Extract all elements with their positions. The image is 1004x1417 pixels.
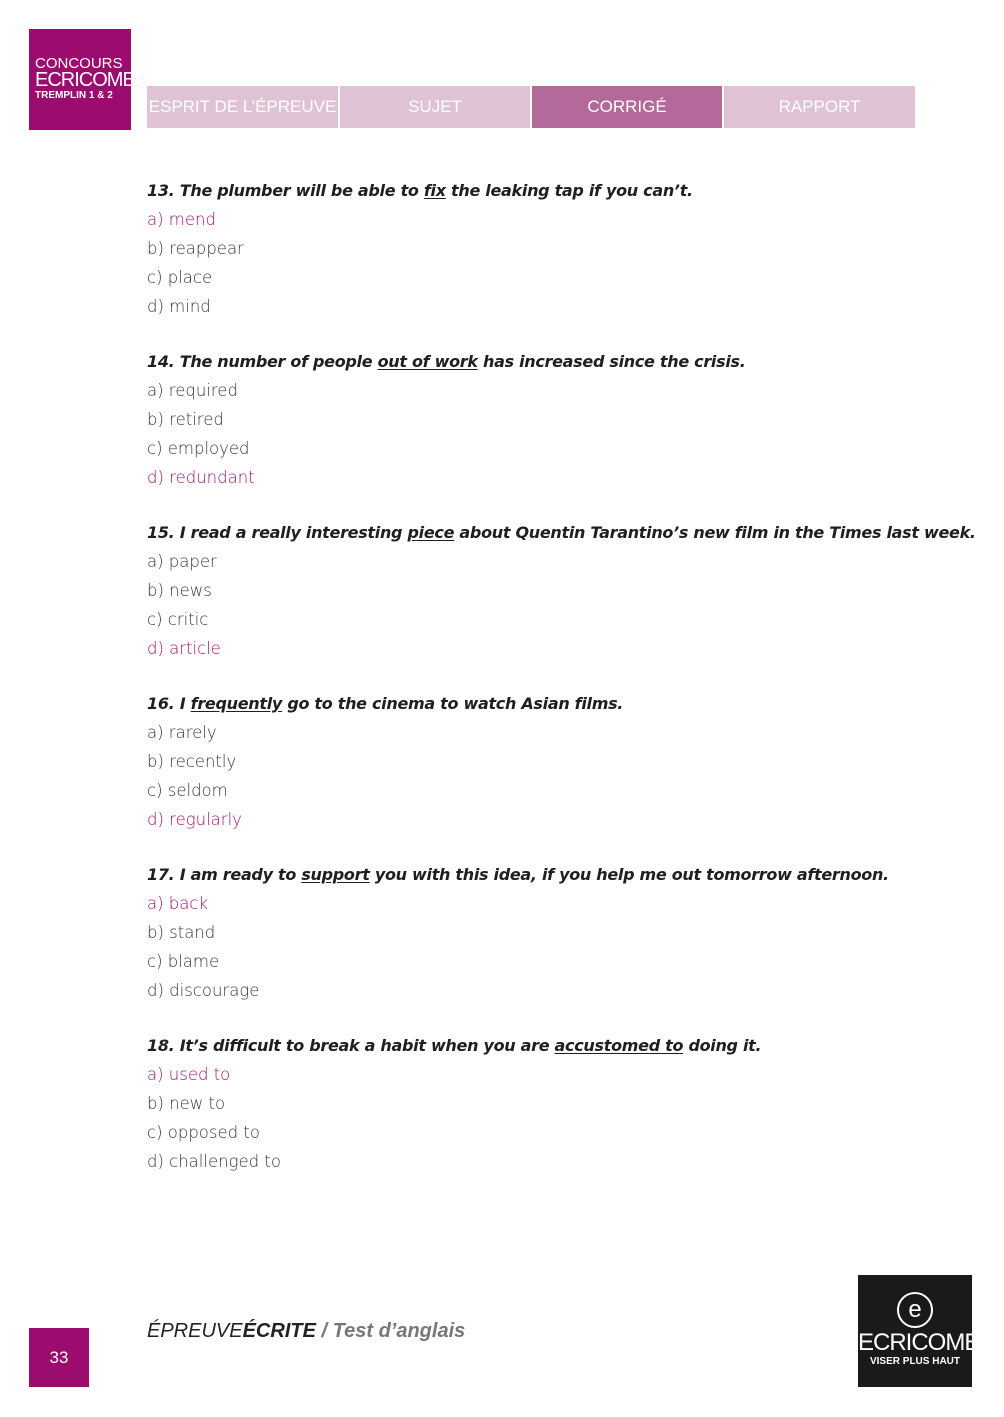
- page-number: 33: [29, 1328, 89, 1387]
- question-after: doing it.: [688, 1036, 762, 1055]
- footer-title: [147, 1320, 465, 1343]
- logo-line-tremplin: TREMPLIN 1 & 2: [35, 90, 113, 101]
- question-after: the leaking tap if you can’t.: [451, 181, 693, 200]
- question-before: I: [179, 694, 186, 713]
- question-before: The number of people: [179, 352, 373, 371]
- footer-subject: Test d’anglais: [332, 1320, 466, 1342]
- answer-option: b) recently: [147, 752, 237, 771]
- ecricome-brand-logo: [858, 1275, 980, 1387]
- brand-tagline: VISER PLUS HAUT: [869, 1356, 960, 1367]
- concours-logo: [29, 29, 135, 130]
- question-text: [147, 860, 947, 889]
- answer-option: c) opposed to: [147, 1123, 260, 1142]
- question-block: [147, 860, 947, 1005]
- logo-line-ecricome: ECRICOME: [35, 69, 135, 91]
- question-after: has increased since the crisis.: [483, 352, 746, 371]
- answer-option-correct: a) used to: [147, 1065, 231, 1084]
- answer-option-correct: d) article: [147, 639, 221, 658]
- question-target-word: piece: [407, 523, 455, 542]
- question-block: [147, 689, 947, 834]
- question-number: 14.: [147, 352, 175, 371]
- question-before: I am ready to: [179, 865, 297, 884]
- answer-option: c) seldom: [147, 781, 228, 800]
- question-block: [147, 1031, 947, 1176]
- answer-option: b) stand: [147, 923, 216, 942]
- answer-option: a) paper: [147, 552, 217, 571]
- answer-option: c) critic: [147, 610, 209, 629]
- answer-option: a) rarely: [147, 723, 217, 742]
- brand-name: ECRICOME: [858, 1329, 980, 1356]
- question-list: [147, 176, 976, 1202]
- answer-option: c) blame: [147, 952, 220, 971]
- question-number: 13.: [147, 181, 175, 200]
- answer-option: d) mind: [147, 297, 211, 316]
- question-number: 15.: [147, 523, 175, 542]
- answer-option: c) place: [147, 268, 213, 287]
- footer-slash: /: [321, 1320, 328, 1342]
- answer-option-correct: a) back: [147, 894, 209, 913]
- question-text: [147, 689, 947, 718]
- tab-esprit-epreuve[interactable]: ESPRIT DE L’ÉPREUVE: [147, 86, 338, 128]
- question-number: 16.: [147, 694, 175, 713]
- question-text: [147, 347, 947, 376]
- answer-option: b) news: [147, 581, 212, 600]
- question-target-word: frequently: [190, 694, 283, 713]
- question-text: [147, 176, 947, 205]
- answer-option: b) new to: [147, 1094, 226, 1113]
- question-block: [147, 518, 976, 663]
- question-text: [147, 1031, 947, 1060]
- footer-word-epreuve: ÉPREUVE: [147, 1320, 243, 1342]
- footer-word-ecrite: ÉCRITE: [242, 1320, 316, 1342]
- question-target-word: support: [301, 865, 370, 884]
- question-target-word: out of work: [377, 352, 478, 371]
- answer-option: c) employed: [147, 439, 250, 458]
- tab-rapport[interactable]: RAPPORT: [724, 86, 915, 128]
- answer-option-correct: d) redundant: [147, 468, 255, 487]
- logo-line-concours: CONCOURS: [35, 55, 123, 72]
- question-text: [147, 518, 976, 547]
- question-before: It’s difficult to break a habit when you are: [179, 1036, 550, 1055]
- ecricome-e-icon: e: [897, 1292, 933, 1328]
- question-number: 17.: [147, 865, 175, 884]
- question-target-word: fix: [423, 181, 446, 200]
- answer-option: d) discourage: [147, 981, 260, 1000]
- question-after: you with this idea, if you help me out tomorrow afternoon.: [374, 865, 889, 884]
- answer-option: a) required: [147, 381, 238, 400]
- question-target-word: accustomed to: [554, 1036, 684, 1055]
- question-before: I read a really interesting: [179, 523, 403, 542]
- answer-option-correct: d) regularly: [147, 810, 242, 829]
- tab-sujet[interactable]: SUJET: [340, 86, 530, 128]
- question-block: [147, 176, 947, 321]
- answer-option: b) retired: [147, 410, 224, 429]
- tab-corrige[interactable]: CORRIGÉ: [532, 86, 722, 128]
- answer-option-correct: a) mend: [147, 210, 216, 229]
- question-after: go to the cinema to watch Asian films.: [287, 694, 624, 713]
- question-number: 18.: [147, 1036, 175, 1055]
- question-before: The plumber will be able to: [179, 181, 419, 200]
- question-block: [147, 347, 947, 492]
- answer-option: d) challenged to: [147, 1152, 281, 1171]
- question-after: about Quentin Tarantino’s new film in the Times last week.: [459, 523, 976, 542]
- answer-option: b) reappear: [147, 239, 244, 258]
- section-tabs: [147, 86, 915, 128]
